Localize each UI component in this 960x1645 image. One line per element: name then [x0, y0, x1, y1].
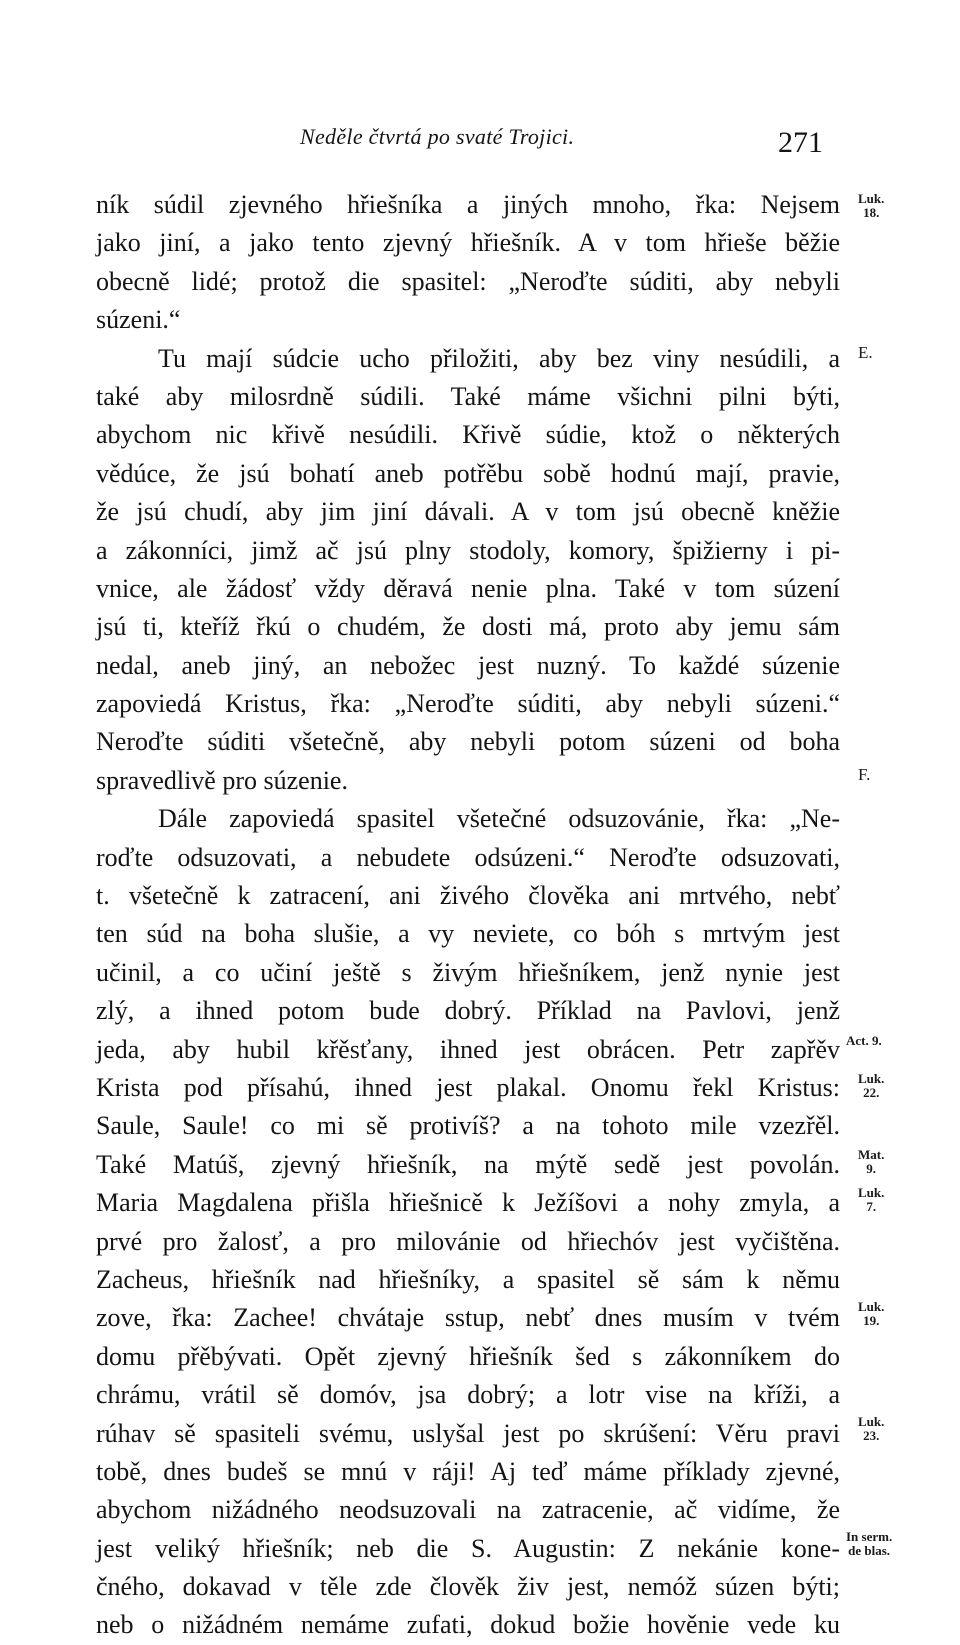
- text-line: Také Matúš, zjevný hřiešník, na mýtě sedě jest povolán.: [96, 1149, 840, 1179]
- text-line: jest veliký hřiešník; neb die S. Augustin: Z nekánie kone-: [96, 1533, 840, 1563]
- text-line: neb o nižádném nemáme zufati, dokud božie hověnie vede ku: [96, 1610, 840, 1640]
- text-line: t. všetečně k zatracení, ani živého člověka ani mrtvého, nebť: [96, 881, 840, 911]
- margin-note-f: F.: [858, 765, 871, 784]
- text-line: obecně lidé; protož die spasitel: „Neroďte súditi, aby nebyli: [96, 266, 840, 296]
- text-line: jeda, aby hubil křěsťany, ihned jest obrácen. Petr zapřěv: [96, 1034, 840, 1064]
- text-line: zlý, a ihned potom bude dobrý. Příklad na Pavlovi, jenž: [96, 996, 840, 1026]
- text-line: súzeni.“: [96, 305, 181, 335]
- running-header-title: Neděle čtvrtá po svaté Trojici.: [300, 124, 575, 149]
- text-line: ník súdil zjevného hřiešníka a jiných mnoho, řka: Nejsem: [96, 190, 840, 219]
- margin-note-luk-18: Luk. 18.: [858, 191, 885, 220]
- text-line: jako jiní, a jako tento zjevný hřiešník. A v tom hřieše běžie: [96, 228, 840, 258]
- text-line: že jsú chudí, aby jim jiní dávali. A v tom jsú obecně kněžie: [96, 497, 840, 527]
- margin-note-mat-9: Mat. 9.: [858, 1147, 885, 1176]
- text-line: prvé pro žalosť, a pro milovánie od hřiechóv jest vyčištěna.: [96, 1226, 840, 1256]
- text-line: abychom nic křivě nesúdili. Křivě súdie, ktož o některých: [96, 420, 840, 450]
- text-line: rúhav sě spasiteli svému, uslyšal jest po skrúšení: Věru pravi: [96, 1418, 840, 1448]
- margin-note-luk-19: Luk. 19.: [858, 1299, 885, 1328]
- text-line: abychom nižádného neodsuzovali na zatracenie, ač vidíme, že: [96, 1495, 840, 1525]
- text-line: Dále zapoviedá spasitel všetečné odsuzovánie, řka: „Ne-: [158, 804, 840, 834]
- text-line: čného, dokavad v těle zde člověk živ jest, nemóž súzen býti;: [96, 1572, 840, 1602]
- text-line: Maria Magdalena přišla hřiešnicě k Ježíšovi a nohy zmyla, a: [96, 1188, 840, 1218]
- text-line: nedal, aneb jiný, an nebožec jest nuzný. To každé súzenie: [96, 650, 840, 680]
- text-line: Neroďte súditi všetečně, aby nebyli potom súzeni od boha: [96, 727, 840, 757]
- text-line: vnice, ale žádosť vždy děravá nenie plna. Také v tom súzení: [96, 573, 840, 603]
- text-line: Saule, Saule! co mi sě protivíš? a na tohoto mile vzezřěl.: [96, 1111, 840, 1141]
- margin-note-luk-23: Luk. 23.: [858, 1414, 885, 1443]
- text-line: Tu mají súdcie ucho přiložiti, aby bez viny nesúdili, a: [158, 343, 840, 373]
- text-line: domu přěbývati. Opět zjevný hřiešník šed s zákonníkem do: [96, 1341, 840, 1371]
- margin-note-in-serm-de-blas: In serm. de blas.: [846, 1529, 893, 1558]
- text-line: roďte odsuzovati, a nebudete odsúzeni.“ Neroďte odsuzovati,: [96, 842, 840, 872]
- text-line: zove, řka: Zachee! chvátaje sstup, nebť dnes musím v tvém: [96, 1303, 840, 1333]
- text-line: chrámu, vrátil sě domóv, jsa dobrý; a lotr vise na kříži, a: [96, 1380, 840, 1410]
- margin-note-luk-22: Luk. 22.: [858, 1071, 885, 1100]
- text-line: spravedlivě pro súzenie.: [96, 765, 348, 795]
- text-line: a zákonníci, jimž ač jsú plny stodoly, komory, špižierny i pi-: [96, 535, 840, 565]
- text-line: ten súd na boha slušie, a vy neviete, co bóh s mrtvým jest: [96, 919, 840, 949]
- text-line: Zacheus, hřiešník nad hřiešníky, a spasitel sě sám k němu: [96, 1264, 840, 1294]
- margin-note-luk-7: Luk. 7.: [858, 1185, 885, 1214]
- text-line: tobě, dnes budeš se mnú v ráji! Aj teď máme příklady zjevné,: [96, 1456, 840, 1486]
- text-line: vědúce, že jsú bohatí aneb potřěbu sobě hodnú mají, pravie,: [96, 458, 840, 488]
- margin-note-act-9: Act. 9.: [846, 1033, 882, 1048]
- page-number: 271: [778, 126, 823, 159]
- margin-note-e: E.: [858, 343, 873, 362]
- text-line: také aby milosrdně súdili. Také máme všichni pilni býti,: [96, 381, 840, 411]
- body-text: [96, 186, 840, 1645]
- text-line: učinil, a co učiní ještě s živým hřiešníkem, jenž nynie jest: [96, 957, 840, 987]
- text-line: zapoviedá Kristus, řka: „Neroďte súditi, aby nebyli súzeni.“: [96, 689, 840, 719]
- text-line: Krista pod přísahú, ihned jest plakal. Onomu řekl Kristus:: [96, 1072, 840, 1102]
- text-line: jsú ti, kteříž řkú o chudém, že dosti má, proto aby jemu sám: [96, 612, 840, 642]
